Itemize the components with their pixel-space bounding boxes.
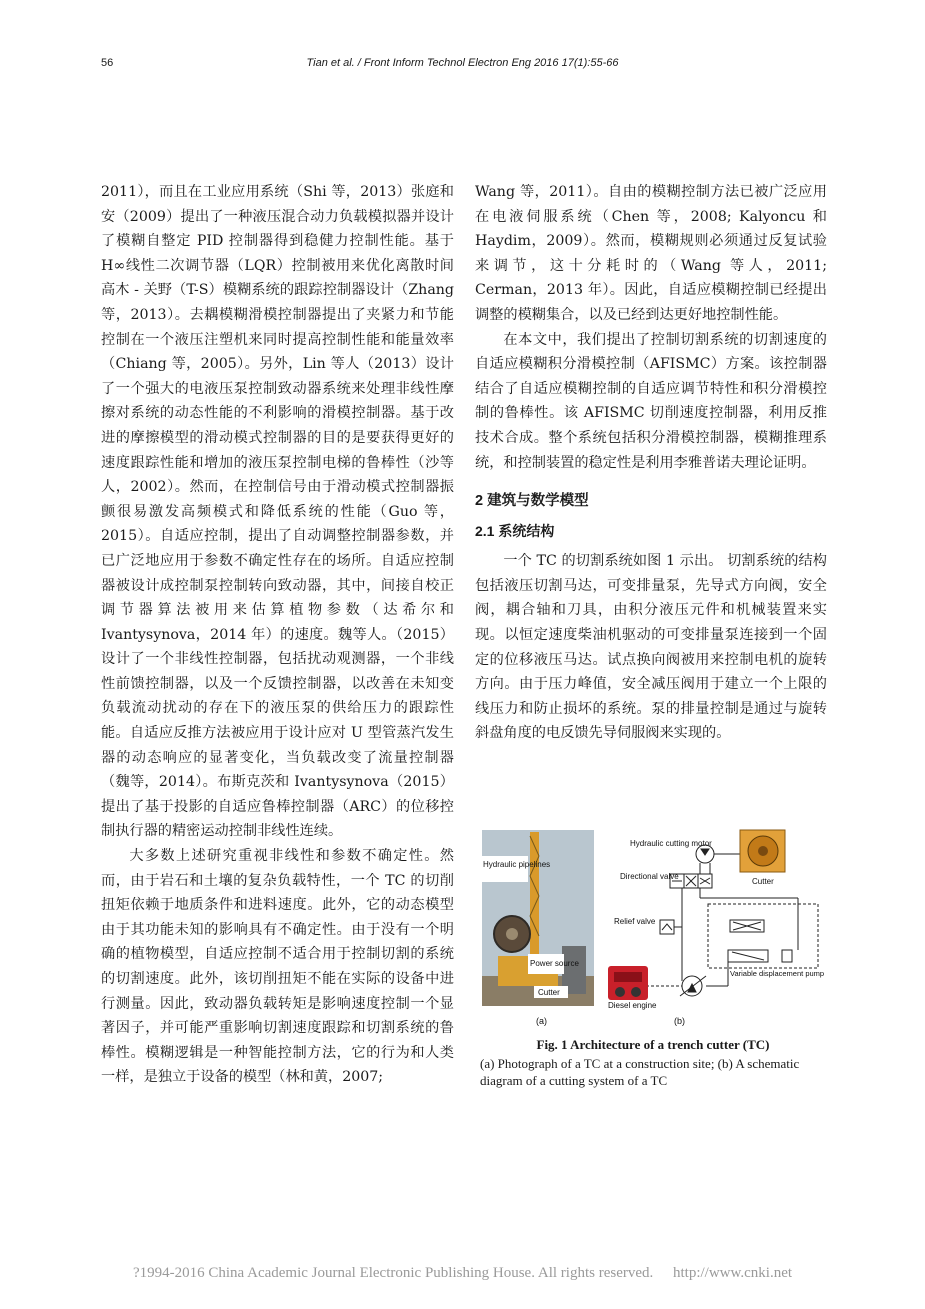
figure-1 <box>478 826 828 1031</box>
label-cutter-b: Cutter <box>752 877 774 886</box>
footer <box>0 1265 925 1282</box>
right-column <box>475 180 827 746</box>
label-diesel-engine: Diesel engine <box>608 1001 657 1010</box>
label-cutter-a: Cutter <box>538 988 560 997</box>
left-paragraph-2: 大多数上述研究重视非线性和参数不确定性。然而，由于岩石和土壤的复杂负载特性，一个 TC 的切削扭矩依赖于地质条件和进料速度。此外，它的动态模型由于其功能未知的影响具有不确定性。由于没有一个明确的植物模型，自适应控制不适合用于控制切割的系统的切割速度。此外，该切削扭矩不能在实际的设备中进行测量。因此，致动器负载转矩是影响速度控制一个显著因子，并可能严重影响切割速度跟踪和切割系统的鲁棒性。模糊逻辑是一种智能控制方法，它的行为和人类一样，是独立于设备的模型（林和黄，2007; <box>101 848 454 1086</box>
subsection-heading: 2.1 系统结构 <box>475 523 555 540</box>
right-paragraph-1: Wang 等，2011）。自由的模糊控制方法已被广泛应用在电液伺服系统（Chen 等，2008; Kalyoncu 和 Haydim，2009）。然而，模糊规则必须通过反复试验来调节，这十分耗时的（Wang 等人，2011; Cerman，2013 年）。因此，自适应模糊控制已经提出调整的模糊集合，以及已经到达更好地控制性能。 <box>475 184 827 323</box>
label-directional-valve: Directional valve <box>620 872 679 881</box>
left-column <box>101 180 454 1090</box>
label-power-source: Power source <box>530 959 579 968</box>
left-paragraph-1: 2011），而且在工业应用系统（Shi 等，2013）张庭和安（2009）提出了一种液压混合动力负载模拟器并设计了模糊自整定 PID 控制器得到稳健力控制性能。基于 H∞线性二次调节器（LQR）控制被用来优化离散时间高木 - 关野（T-S）模糊系统的跟踪控制器设计（Zhang 等，2013）。去耦模糊滑模控制器提出了夹紧力和节能控制在一个液压注塑机来同时提高控制性能和能量效率（Chiang 等，2005）。另外，Lin 等人（2013）设计了一个强大的电液压泵控制致动器系统来处理非线性摩擦对系统的动态性能的不利影响的滑模控制器。基于改进的摩擦模型的滑动模式控制器的目的是要获得更好的速度跟踪性能和增加的液压泵控制电梯的鲁棒性（沙等人，2002）。然而，在控制信号由于滑动模式控制器振颤很易激发高频模式和降低系统的性能（Guo 等，2015）。自适应控制，提出了自动调整控制器参数，并已广泛地应用于参数不确定性存在的场所。自适应控制器被设计成控制泵控制转向致动器，其中，间接自校正调节器算法被用来估算植物参数（达希尔和 Ivantysynova，2014 年）的速度。魏等人。（2015）设计了一个非线性控制器，包括扰动观测器，一个非线性前馈控制器，以及一个反馈控制器，以改善在未知变负载流动扰动的存在下的液压泵的供给压力的跟踪性能。自适应反推方法被应用于设计应对 U 型管蒸汽发生器的动态响应的显著变化，当负载改变了流量控制器（魏等，2014）。布斯克茨和 Ivantysynova（2015）提出了基于投影的自适应鲁棒控制器（ARC）的位移控制执行器的精密运动控制非线性连续。 <box>101 184 454 840</box>
figure-caption-text: (a) Photograph of a TC at a construction site; (b) A schematic diagram of a cutting system of a TC <box>480 1056 800 1088</box>
label-relief-valve: Relief valve <box>614 917 656 926</box>
footer-copyright: ?1994-2016 China Academic Journal Electronic Publishing House. All rights reserved. <box>132 1265 654 1281</box>
right-paragraph-2: 在本文中，我们提出了控制切割系统的切割速度的自适应模糊积分滑模控制（AFISMC）方案。该控制器结合了自适应模糊控制的自适应调节特性和积分滑模控制的鲁棒性。该 AFISMC 切削速度控制器，利用反推技术合成。整个系统包括积分滑模控制器，模糊推理系统，和控制装置的稳定性是利用李雅普诺夫理论证明。 <box>475 331 827 471</box>
pump-control-box <box>708 904 818 968</box>
label-hydraulic-motor: Hydraulic cutting motor <box>630 839 712 848</box>
label-variable-pump: Variable displacement pump <box>730 969 825 978</box>
page-number: 56 <box>101 57 114 69</box>
label-hydraulic-pipelines: Hydraulic pipelines <box>483 860 551 869</box>
label-subfigure-b: (b) <box>674 1016 685 1026</box>
photo-trench-cutter <box>480 830 594 1006</box>
diesel-engine-photo <box>608 966 648 1000</box>
figure-graphic <box>478 826 828 1031</box>
running-header: Tian et al. / Front Inform Technol Electron Eng 2016 17(1):55-66 <box>306 57 619 69</box>
section-heading: 2 建筑与数学模型 <box>475 493 589 510</box>
figure-caption-title: Fig. 1 Architecture of a trench cutter (TC) <box>536 1037 770 1052</box>
relief-valve-symbol <box>660 920 674 934</box>
right-paragraph-3: 一个 TC 的切割系统如图 1 示出。 切割系统的结构包括液压切割马达，可变排量泵，先导式方向阀，安全阀，耦合轴和刀具，由积分液压元件和机械装置来实现。以恒定速度柴油机驱动的可变排量泵连接到一个固定的位移液压马达。试点换向阀被用来控制电机的旋转方向。由于压力峰值，安全减压阀用于建立一个上限的线压力和防止损坏的系统。泵的排量控制是通过与旋转斜盘角度的电反馈先导伺服阀来实现的。 <box>475 553 827 742</box>
footer-url: http://www.cnki.net <box>673 1265 793 1281</box>
label-subfigure-a: (a) <box>536 1016 547 1026</box>
